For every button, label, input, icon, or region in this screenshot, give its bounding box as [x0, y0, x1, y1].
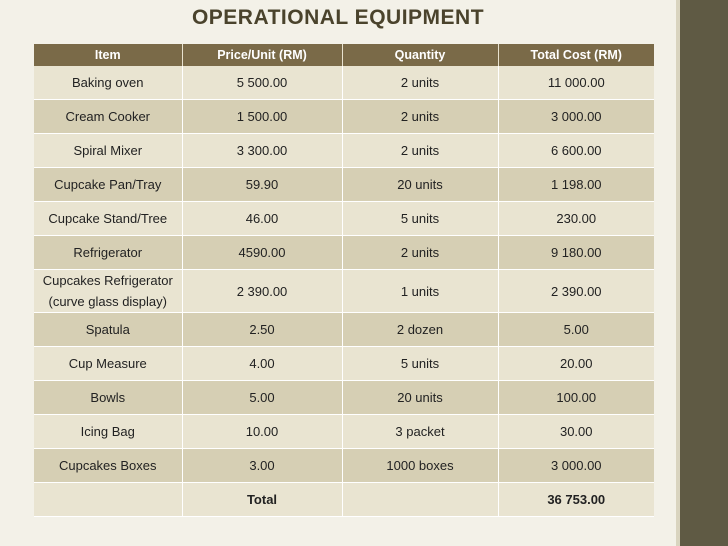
table-row	[34, 168, 654, 202]
table-row	[34, 270, 654, 313]
cell-item-line2: (curve glass display)	[48, 294, 167, 309]
total-row	[34, 483, 654, 517]
total-value: 36 753.00	[498, 483, 654, 517]
cell-item: Refrigerator	[34, 236, 182, 270]
cell-quantity: 20 units	[342, 381, 498, 415]
cell-total: 3 000.00	[498, 100, 654, 134]
cell-price: 5.00	[182, 381, 342, 415]
cell-total: 11 000.00	[498, 66, 654, 100]
cell-quantity: 1000 boxes	[342, 449, 498, 483]
cell-total: 3 000.00	[498, 449, 654, 483]
cell-quantity: 2 units	[342, 100, 498, 134]
table-row	[34, 202, 654, 236]
cell-quantity: 2 dozen	[342, 313, 498, 347]
side-strip	[676, 0, 680, 546]
cell-item-empty	[34, 483, 182, 517]
equipment-table	[34, 44, 654, 517]
cell-price: 46.00	[182, 202, 342, 236]
cell-price: 5 500.00	[182, 66, 342, 100]
cell-item	[34, 270, 182, 313]
cell-total: 5.00	[498, 313, 654, 347]
cell-item: Cupcake Stand/Tree	[34, 202, 182, 236]
cell-total: 20.00	[498, 347, 654, 381]
cell-quantity: 2 units	[342, 236, 498, 270]
cell-quantity: 1 units	[342, 270, 498, 313]
cell-quantity: 3 packet	[342, 415, 498, 449]
cell-price: 4590.00	[182, 236, 342, 270]
cell-total: 30.00	[498, 415, 654, 449]
cell-total: 100.00	[498, 381, 654, 415]
cell-quantity: 5 units	[342, 202, 498, 236]
table-row	[34, 236, 654, 270]
cell-item: Cup Measure	[34, 347, 182, 381]
cell-quantity-empty	[342, 483, 498, 517]
cell-quantity: 20 units	[342, 168, 498, 202]
page-title: OPERATIONAL EQUIPMENT	[191, 6, 485, 29]
cell-total: 9 180.00	[498, 236, 654, 270]
cell-price: 4.00	[182, 347, 342, 381]
cell-quantity: 2 units	[342, 134, 498, 168]
cell-item: Spiral Mixer	[34, 134, 182, 168]
cell-price: 1 500.00	[182, 100, 342, 134]
cell-item: Cupcakes Boxes	[34, 449, 182, 483]
table-row	[34, 313, 654, 347]
header-quantity: Quantity	[342, 44, 498, 66]
cell-total: 6 600.00	[498, 134, 654, 168]
cell-total: 2 390.00	[498, 270, 654, 313]
cell-price: 59.90	[182, 168, 342, 202]
cell-item: Bowls	[34, 381, 182, 415]
cell-total: 230.00	[498, 202, 654, 236]
cell-quantity: 5 units	[342, 347, 498, 381]
table-row	[34, 449, 654, 483]
cell-quantity: 2 units	[342, 66, 498, 100]
table-row	[34, 66, 654, 100]
cell-item: Cupcake Pan/Tray	[34, 168, 182, 202]
cell-item: Baking oven	[34, 66, 182, 100]
cell-item: Cream Cooker	[34, 100, 182, 134]
header-item: Item	[34, 44, 182, 66]
cell-price: 3 300.00	[182, 134, 342, 168]
cell-price: 2.50	[182, 313, 342, 347]
cell-total: 1 198.00	[498, 168, 654, 202]
table-row	[34, 100, 654, 134]
header-price-unit: Price/Unit (RM)	[182, 44, 342, 66]
cell-price: 2 390.00	[182, 270, 342, 313]
table-header-row	[34, 44, 654, 66]
total-label: Total	[182, 483, 342, 517]
table-row	[34, 381, 654, 415]
header-total-cost: Total Cost (RM)	[498, 44, 654, 66]
cell-item: Icing Bag	[34, 415, 182, 449]
cell-price: 10.00	[182, 415, 342, 449]
cell-price: 3.00	[182, 449, 342, 483]
table-row	[34, 347, 654, 381]
table-row	[34, 134, 654, 168]
cell-item: Spatula	[34, 313, 182, 347]
table-row	[34, 415, 654, 449]
cell-item-line1: Cupcakes Refrigerator	[42, 273, 173, 288]
